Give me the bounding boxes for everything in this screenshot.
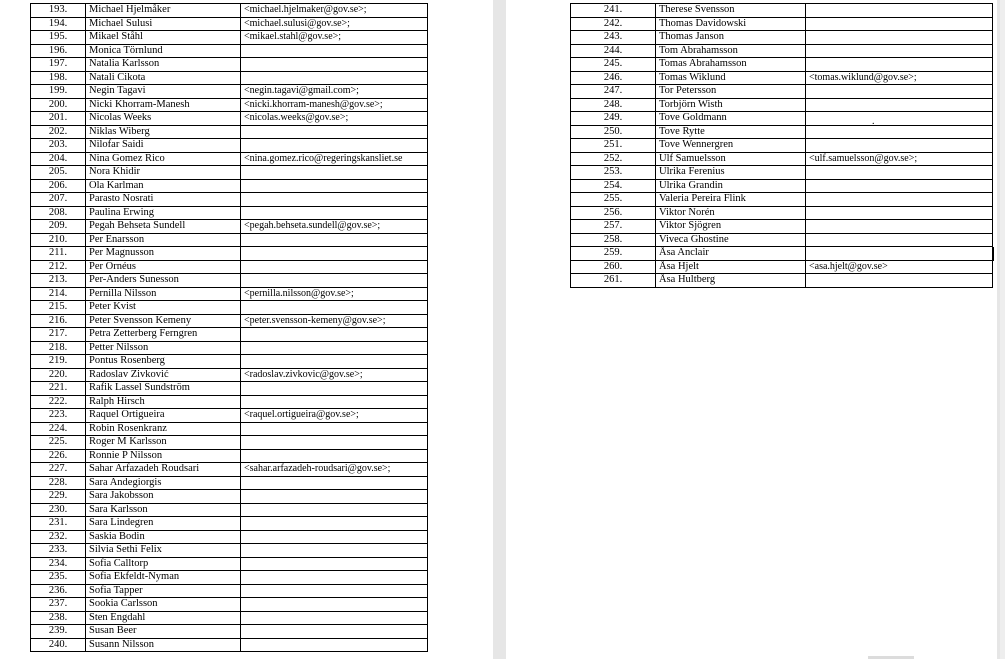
row-number[interactable]: 251. xyxy=(571,139,656,153)
row-number[interactable]: 205. xyxy=(31,166,86,180)
person-name[interactable]: Monica Törnlund xyxy=(86,44,241,58)
table-row xyxy=(31,463,428,477)
person-name[interactable]: Ralph Hirsch xyxy=(86,395,241,409)
person-name[interactable]: Susan Beer xyxy=(86,625,241,639)
email-address[interactable] xyxy=(806,206,993,220)
row-number[interactable]: 212. xyxy=(31,260,86,274)
table-row xyxy=(31,4,428,18)
person-name[interactable]: Michael Sulusi xyxy=(86,17,241,31)
table-row xyxy=(31,328,428,342)
person-name[interactable]: Thomas Janson xyxy=(656,31,806,45)
table-row xyxy=(31,152,428,166)
row-number[interactable]: 219. xyxy=(31,355,86,369)
table-row xyxy=(571,125,993,139)
person-name[interactable]: Per Enarsson xyxy=(86,233,241,247)
table-row xyxy=(31,490,428,504)
row-number[interactable]: 244. xyxy=(571,44,656,58)
table-row xyxy=(31,476,428,490)
row-number[interactable]: 246. xyxy=(571,71,656,85)
email-address[interactable]: <radoslav.zivkovic@gov.se>; xyxy=(241,368,428,382)
table-row xyxy=(571,193,993,207)
person-name[interactable]: Ulf Samuelsson xyxy=(656,152,806,166)
person-name[interactable]: Negin Tagavi xyxy=(86,85,241,99)
table-row xyxy=(31,206,428,220)
person-name[interactable]: Åsa Hultberg xyxy=(656,274,806,288)
table-row xyxy=(31,85,428,99)
email-address[interactable] xyxy=(241,125,428,139)
table-row xyxy=(571,206,993,220)
row-number[interactable]: 253. xyxy=(571,166,656,180)
stray-mark: . xyxy=(872,116,875,127)
email-address[interactable]: <mikael.stahl@gov.se>; xyxy=(241,31,428,45)
text-cursor xyxy=(993,247,994,261)
person-name[interactable]: Michael Hjelmåker xyxy=(86,4,241,18)
person-name[interactable]: Rafik Lassel Sundström xyxy=(86,382,241,396)
table-row xyxy=(31,233,428,247)
table-row xyxy=(571,71,993,85)
person-name[interactable]: Natalia Karlsson xyxy=(86,58,241,72)
email-address[interactable]: <pernilla.nilsson@gov.se>; xyxy=(241,287,428,301)
table-row xyxy=(31,341,428,355)
person-name[interactable]: Raquel Ortigueira xyxy=(86,409,241,423)
table-row xyxy=(31,571,428,585)
row-number[interactable]: 210. xyxy=(31,233,86,247)
email-address[interactable] xyxy=(241,274,428,288)
table-row xyxy=(571,260,993,274)
person-name[interactable]: Sofia Tapper xyxy=(86,584,241,598)
email-address[interactable] xyxy=(806,166,993,180)
table-row xyxy=(31,193,428,207)
person-name[interactable]: Parasto Nosrati xyxy=(86,193,241,207)
row-number[interactable]: 259. xyxy=(571,247,656,261)
person-name[interactable]: Robin Rosenkranz xyxy=(86,422,241,436)
email-address[interactable] xyxy=(806,247,993,261)
email-address[interactable] xyxy=(806,125,993,139)
table-row xyxy=(571,247,993,261)
table-row xyxy=(31,436,428,450)
email-address[interactable] xyxy=(241,193,428,207)
table-row xyxy=(31,638,428,652)
email-address[interactable]: <sahar.arfazadeh-roudsari@gov.se>; xyxy=(241,463,428,477)
table-row xyxy=(31,17,428,31)
email-address[interactable] xyxy=(806,4,993,18)
table-row xyxy=(571,44,993,58)
row-number[interactable]: 207. xyxy=(31,193,86,207)
person-name[interactable]: Sara Jakobsson xyxy=(86,490,241,504)
row-number[interactable]: 218. xyxy=(31,341,86,355)
row-number[interactable]: 230. xyxy=(31,503,86,517)
person-name[interactable]: Tove Rytte xyxy=(656,125,806,139)
vertical-scrollbar[interactable] xyxy=(1000,0,1005,659)
row-number[interactable]: 200. xyxy=(31,98,86,112)
row-number[interactable]: 195. xyxy=(31,31,86,45)
row-number[interactable]: 194. xyxy=(31,17,86,31)
person-name[interactable]: Torbjörn Wisth xyxy=(656,98,806,112)
email-address[interactable] xyxy=(806,233,993,247)
person-name[interactable]: Pontus Rosenberg xyxy=(86,355,241,369)
person-name[interactable]: Viveca Ghostine xyxy=(656,233,806,247)
row-number[interactable]: 248. xyxy=(571,98,656,112)
email-address[interactable] xyxy=(241,625,428,639)
row-number[interactable]: 252. xyxy=(571,152,656,166)
row-number[interactable]: 222. xyxy=(31,395,86,409)
row-number[interactable]: 193. xyxy=(31,4,86,18)
email-address[interactable] xyxy=(241,44,428,58)
email-address[interactable]: <asa.hjelt@gov.se> xyxy=(806,260,993,274)
email-address[interactable] xyxy=(241,71,428,85)
email-address[interactable]: <nina.gomez.rico@regeringskansliet.se xyxy=(241,152,428,166)
table-row xyxy=(31,98,428,112)
table-row xyxy=(571,4,993,18)
table-row xyxy=(31,58,428,72)
row-number[interactable]: 238. xyxy=(31,611,86,625)
row-number[interactable]: 214. xyxy=(31,287,86,301)
email-address[interactable]: <negin.tagavi@gmail.com>; xyxy=(241,85,428,99)
table-row xyxy=(571,31,993,45)
person-name[interactable]: Sara Lindegren xyxy=(86,517,241,531)
page-gap xyxy=(493,0,506,659)
table-row xyxy=(31,368,428,382)
person-name[interactable]: Tom Abrahamsson xyxy=(656,44,806,58)
table-row xyxy=(571,220,993,234)
row-number[interactable]: 241. xyxy=(571,4,656,18)
contact-table-left xyxy=(30,3,428,652)
table-row xyxy=(31,247,428,261)
person-name[interactable]: Petter Nilsson xyxy=(86,341,241,355)
email-address[interactable]: <nicki.khorram-manesh@gov.se>; xyxy=(241,98,428,112)
row-number[interactable]: 197. xyxy=(31,58,86,72)
row-number[interactable]: 237. xyxy=(31,598,86,612)
person-name[interactable]: Valeria Pereira Flink xyxy=(656,193,806,207)
person-name[interactable]: Tove Goldmann xyxy=(656,112,806,126)
table-row xyxy=(571,274,993,288)
email-address[interactable]: <nicolas.weeks@gov.se>; xyxy=(241,112,428,126)
person-name[interactable]: Åsa Anclair xyxy=(656,247,806,261)
person-name[interactable]: Nina Gomez Rico xyxy=(86,152,241,166)
email-address[interactable] xyxy=(241,139,428,153)
table-row xyxy=(31,139,428,153)
email-address[interactable] xyxy=(806,31,993,45)
table-row xyxy=(31,31,428,45)
person-name[interactable]: Sten Engdahl xyxy=(86,611,241,625)
table-row xyxy=(31,530,428,544)
email-address[interactable] xyxy=(241,395,428,409)
row-number[interactable]: 233. xyxy=(31,544,86,558)
row-number[interactable]: 258. xyxy=(571,233,656,247)
person-name[interactable]: Susann Nilsson xyxy=(86,638,241,652)
row-number[interactable]: 235. xyxy=(31,571,86,585)
person-name[interactable]: Petra Zetterberg Ferngren xyxy=(86,328,241,342)
person-name[interactable]: Radoslav Zivković xyxy=(86,368,241,382)
table-row xyxy=(31,449,428,463)
row-number[interactable]: 226. xyxy=(31,449,86,463)
row-number[interactable]: 209. xyxy=(31,220,86,234)
email-address[interactable]: <tomas.wiklund@gov.se>; xyxy=(806,71,993,85)
row-number[interactable]: 203. xyxy=(31,139,86,153)
table-row xyxy=(31,112,428,126)
email-address[interactable] xyxy=(241,530,428,544)
table-row xyxy=(31,557,428,571)
email-address[interactable] xyxy=(241,260,428,274)
table-row xyxy=(31,220,428,234)
table-row xyxy=(31,274,428,288)
person-name[interactable]: Sara Andegiorgis xyxy=(86,476,241,490)
email-address[interactable] xyxy=(241,206,428,220)
email-address[interactable] xyxy=(806,98,993,112)
row-number[interactable]: 213. xyxy=(31,274,86,288)
table-row xyxy=(31,71,428,85)
contact-table-right xyxy=(570,3,993,288)
person-name[interactable]: Per Ornéus xyxy=(86,260,241,274)
email-address[interactable]: <michael.sulusi@gov.se>; xyxy=(241,17,428,31)
person-name[interactable]: Pernilla Nilsson xyxy=(86,287,241,301)
email-address[interactable] xyxy=(241,490,428,504)
row-number[interactable]: 208. xyxy=(31,206,86,220)
table-row xyxy=(31,517,428,531)
table-row xyxy=(571,179,993,193)
person-name[interactable]: Tomas Abrahamsson xyxy=(656,58,806,72)
table-row xyxy=(571,112,993,126)
email-address[interactable] xyxy=(241,355,428,369)
contact-table-left-body xyxy=(31,4,428,652)
table-row xyxy=(31,382,428,396)
person-name[interactable]: Nicki Khorram-Manesh xyxy=(86,98,241,112)
email-address[interactable] xyxy=(806,179,993,193)
email-address[interactable] xyxy=(806,17,993,31)
person-name[interactable]: Peter Svensson Kemeny xyxy=(86,314,241,328)
email-address[interactable] xyxy=(241,544,428,558)
person-name[interactable]: Natali Cikota xyxy=(86,71,241,85)
person-name[interactable]: Per Magnusson xyxy=(86,247,241,261)
contact-table-right-body xyxy=(571,4,993,288)
email-address[interactable] xyxy=(241,584,428,598)
table-row xyxy=(31,544,428,558)
row-number[interactable]: 257. xyxy=(571,220,656,234)
person-name[interactable]: Sofia Calltorp xyxy=(86,557,241,571)
row-number[interactable]: 223. xyxy=(31,409,86,423)
row-number[interactable]: 228. xyxy=(31,476,86,490)
row-number[interactable]: 224. xyxy=(31,422,86,436)
table-row xyxy=(31,260,428,274)
table-row xyxy=(571,17,993,31)
table-row xyxy=(31,44,428,58)
person-name[interactable]: Niklas Wiberg xyxy=(86,125,241,139)
table-row xyxy=(31,611,428,625)
email-address[interactable] xyxy=(241,638,428,652)
row-number[interactable]: 256. xyxy=(571,206,656,220)
row-number[interactable]: 221. xyxy=(31,382,86,396)
email-address[interactable] xyxy=(241,503,428,517)
email-address[interactable] xyxy=(806,274,993,288)
table-row xyxy=(31,625,428,639)
person-name[interactable]: Per-Anders Sunesson xyxy=(86,274,241,288)
email-address[interactable] xyxy=(241,328,428,342)
email-address[interactable] xyxy=(806,193,993,207)
row-number[interactable]: 225. xyxy=(31,436,86,450)
email-address[interactable] xyxy=(241,436,428,450)
email-address[interactable] xyxy=(241,301,428,315)
row-number[interactable]: 250. xyxy=(571,125,656,139)
row-number[interactable]: 236. xyxy=(31,584,86,598)
row-number[interactable]: 231. xyxy=(31,517,86,531)
person-name[interactable]: Ronnie P Nilsson xyxy=(86,449,241,463)
person-name[interactable]: Sookia Carlsson xyxy=(86,598,241,612)
row-number[interactable]: 227. xyxy=(31,463,86,477)
table-row xyxy=(31,287,428,301)
table-row xyxy=(31,166,428,180)
person-name[interactable]: Tor Petersson xyxy=(656,85,806,99)
person-name[interactable]: Ola Karlman xyxy=(86,179,241,193)
email-address[interactable] xyxy=(241,571,428,585)
person-name[interactable]: Pegah Behseta Sundell xyxy=(86,220,241,234)
person-name[interactable]: Therese Svensson xyxy=(656,4,806,18)
table-row xyxy=(571,152,993,166)
person-name[interactable]: Thomas Davidowski xyxy=(656,17,806,31)
row-number[interactable]: 239. xyxy=(31,625,86,639)
email-address[interactable] xyxy=(806,85,993,99)
row-number[interactable]: 229. xyxy=(31,490,86,504)
person-name[interactable]: Nicolas Weeks xyxy=(86,112,241,126)
email-address[interactable] xyxy=(241,476,428,490)
person-name[interactable]: Tomas Wiklund xyxy=(656,71,806,85)
email-address[interactable] xyxy=(241,179,428,193)
row-number[interactable]: 198. xyxy=(31,71,86,85)
row-number[interactable]: 242. xyxy=(571,17,656,31)
email-address[interactable] xyxy=(241,449,428,463)
person-name[interactable]: Silvia Sethi Felix xyxy=(86,544,241,558)
table-row xyxy=(31,409,428,423)
row-number[interactable]: 261. xyxy=(571,274,656,288)
row-number[interactable]: 232. xyxy=(31,530,86,544)
email-address[interactable] xyxy=(806,220,993,234)
table-row xyxy=(571,139,993,153)
row-number[interactable]: 215. xyxy=(31,301,86,315)
person-name[interactable]: Åsa Hjelt xyxy=(656,260,806,274)
row-number[interactable]: 201. xyxy=(31,112,86,126)
table-row xyxy=(31,584,428,598)
row-number[interactable]: 234. xyxy=(31,557,86,571)
email-address[interactable] xyxy=(241,557,428,571)
email-address[interactable] xyxy=(806,58,993,72)
person-name[interactable]: Mikael Ståhl xyxy=(86,31,241,45)
email-address[interactable] xyxy=(241,247,428,261)
row-number[interactable]: 199. xyxy=(31,85,86,99)
person-name[interactable]: Roger M Karlsson xyxy=(86,436,241,450)
row-number[interactable]: 240. xyxy=(31,638,86,652)
row-number[interactable]: 206. xyxy=(31,179,86,193)
email-address[interactable] xyxy=(241,517,428,531)
person-name[interactable]: Nora Khidir xyxy=(86,166,241,180)
row-number[interactable]: 217. xyxy=(31,328,86,342)
email-address[interactable] xyxy=(241,341,428,355)
email-address[interactable]: <raquel.ortigueira@gov.se>; xyxy=(241,409,428,423)
table-row xyxy=(31,355,428,369)
row-number[interactable]: 260. xyxy=(571,260,656,274)
table-row xyxy=(571,166,993,180)
table-row xyxy=(571,58,993,72)
person-name[interactable]: Sofia Ekfeldt-Nyman xyxy=(86,571,241,585)
row-number[interactable]: 255. xyxy=(571,193,656,207)
person-name[interactable]: Viktor Sjögren xyxy=(656,220,806,234)
email-address[interactable]: <ulf.samuelsson@gov.se>; xyxy=(806,152,993,166)
person-name[interactable]: Ulrika Grandin xyxy=(656,179,806,193)
table-row xyxy=(571,233,993,247)
person-name[interactable]: Nilofar Saidi xyxy=(86,139,241,153)
person-name[interactable]: Sahar Arfazadeh Roudsari xyxy=(86,463,241,477)
table-row xyxy=(31,395,428,409)
email-address[interactable]: <pegah.behseta.sundell@gov.se>; xyxy=(241,220,428,234)
table-row xyxy=(31,301,428,315)
person-name[interactable]: Saskia Bodin xyxy=(86,530,241,544)
table-row xyxy=(31,422,428,436)
email-address[interactable] xyxy=(806,112,993,126)
table-row xyxy=(571,85,993,99)
row-number[interactable]: 243. xyxy=(571,31,656,45)
email-address[interactable]: <peter.svensson-kemeny@gov.se>; xyxy=(241,314,428,328)
row-number[interactable]: 220. xyxy=(31,368,86,382)
email-address[interactable] xyxy=(241,611,428,625)
person-name[interactable]: Paulina Erwing xyxy=(86,206,241,220)
table-row xyxy=(31,125,428,139)
table-row xyxy=(571,98,993,112)
row-number[interactable]: 196. xyxy=(31,44,86,58)
person-name[interactable]: Viktor Norén xyxy=(656,206,806,220)
row-number[interactable]: 247. xyxy=(571,85,656,99)
row-number[interactable]: 202. xyxy=(31,125,86,139)
row-number[interactable]: 254. xyxy=(571,179,656,193)
email-address[interactable] xyxy=(241,422,428,436)
table-row xyxy=(31,598,428,612)
email-address[interactable] xyxy=(241,233,428,247)
email-address[interactable] xyxy=(241,166,428,180)
email-address[interactable]: <michael.hjelmaker@gov.se>; xyxy=(241,4,428,18)
row-number[interactable]: 211. xyxy=(31,247,86,261)
row-number[interactable]: 245. xyxy=(571,58,656,72)
person-name[interactable]: Peter Kvist xyxy=(86,301,241,315)
email-address[interactable] xyxy=(241,598,428,612)
table-row xyxy=(31,314,428,328)
email-address[interactable] xyxy=(806,44,993,58)
table-row xyxy=(31,179,428,193)
row-number[interactable]: 204. xyxy=(31,152,86,166)
email-address[interactable] xyxy=(241,58,428,72)
person-name[interactable]: Ulrika Ferenius xyxy=(656,166,806,180)
row-number[interactable]: 216. xyxy=(31,314,86,328)
email-address[interactable] xyxy=(806,139,993,153)
person-name[interactable]: Sara Karlsson xyxy=(86,503,241,517)
person-name[interactable]: Tove Wennergren xyxy=(656,139,806,153)
table-row xyxy=(31,503,428,517)
row-number[interactable]: 249. xyxy=(571,112,656,126)
email-address[interactable] xyxy=(241,382,428,396)
